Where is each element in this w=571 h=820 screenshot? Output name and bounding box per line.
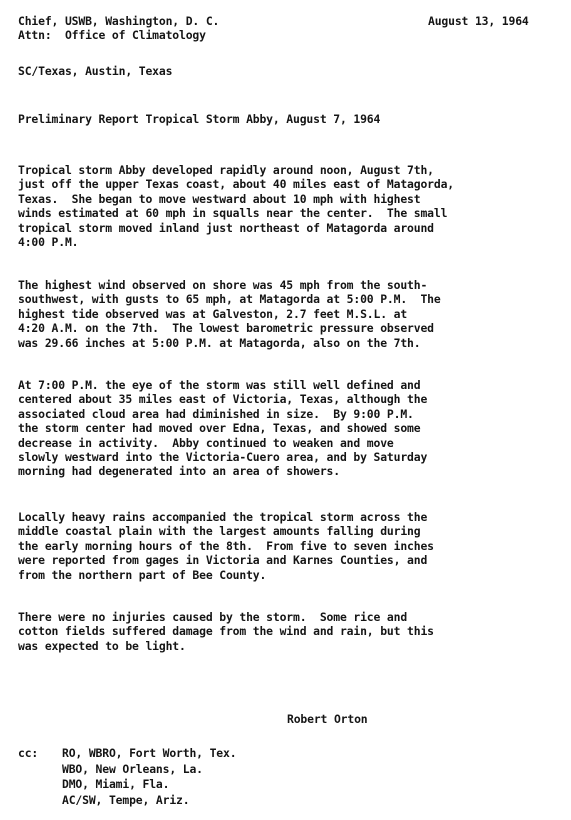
cc-recipient: RO, WBRO, Fort Worth, Tex. (62, 746, 237, 760)
paragraph-wind-tide-pressure (18, 278, 554, 350)
signature-name: Robert Orton (287, 712, 368, 726)
paragraph-line: cotton fields suffered damage from the wind and rain, but this (18, 624, 434, 639)
subject-line: Preliminary Report Tropical Storm Abby, August 7, 1964 (18, 112, 381, 126)
paragraph-line: the storm center had moved over Edna, Texas, and showed some (18, 421, 421, 436)
paragraph-line: middle coastal plain with the largest amounts falling during (18, 524, 421, 539)
paragraph-line: was 29.66 inches at 5:00 P.M. at Matagorda, also on the 7th. (18, 335, 421, 350)
paragraph-line: slowly westward into the Victoria-Cuero area, and by Saturday (18, 449, 428, 464)
paragraph-line: 4:20 A.M. on the 7th. The lowest barometric pressure observed (18, 321, 434, 336)
paragraph-line: There were no injuries caused by the storm. Some rice and (18, 610, 408, 624)
paragraph-line: The highest wind observed on shore was 45 mph from the south- (18, 278, 428, 292)
paragraph-line: winds estimated at 60 mph in squalls near the center. The small (18, 206, 448, 221)
paragraph-line: from the northern part of Bee County. (18, 567, 267, 582)
paragraph-line: 4:00 P.M. (18, 234, 79, 249)
paragraph-line: Tropical storm Abby developed rapidly around noon, August 7th, (18, 163, 434, 177)
sender-line: SC/Texas, Austin, Texas (18, 64, 173, 78)
paragraph-line: Texas. She began to move westward about 10 mph with highest (18, 191, 421, 206)
cc-recipient-list (62, 746, 236, 808)
paragraph-line: just off the upper Texas coast, about 40 miles east of Matagorda, (18, 177, 455, 192)
paragraph-damage (18, 610, 554, 653)
cc-label: cc: (18, 746, 39, 760)
attention-line: Attn: Office of Climatology (18, 28, 206, 42)
cc-recipient: AC/SW, Tempe, Ariz. (62, 792, 190, 807)
paragraph-storm-development (18, 163, 554, 249)
cc-recipient: DMO, Miami, Fla. (62, 777, 170, 791)
paragraph-rainfall (18, 510, 554, 582)
paragraph-line: tropical storm moved inland just northeast of Matagorda around (18, 220, 434, 235)
paragraph-line: Locally heavy rains accompanied the tropical storm across the (18, 510, 428, 524)
memo-date: August 13, 1964 (428, 14, 529, 28)
cc-recipient: WBO, New Orleans, La. (62, 761, 203, 776)
recipient-line: Chief, USWB, Washington, D. C. (18, 14, 220, 28)
paragraph-line: highest tide observed was at Galveston, 2.7 feet M.S.L. at (18, 306, 408, 321)
paragraph-line: decrease in activity. Abby continued to weaken and move (18, 435, 394, 450)
paragraph-line: were reported from gages in Victoria and Karnes Counties, and (18, 553, 428, 568)
paragraph-storm-track (18, 378, 554, 479)
paragraph-line: was expected to be light. (18, 638, 186, 653)
paragraph-line: At 7:00 P.M. the eye of the storm was still well defined and (18, 378, 421, 392)
paragraph-line: centered about 35 miles east of Victoria, Texas, although the (18, 392, 428, 407)
paragraph-line: associated cloud area had diminished in size. By 9:00 P.M. (18, 406, 414, 421)
paragraph-line: morning had degenerated into an area of showers. (18, 464, 340, 479)
paragraph-line: the early morning hours of the 8th. From five to seven inches (18, 538, 434, 553)
paragraph-line: southwest, with gusts to 65 mph, at Matagorda at 5:00 P.M. The (18, 292, 441, 307)
